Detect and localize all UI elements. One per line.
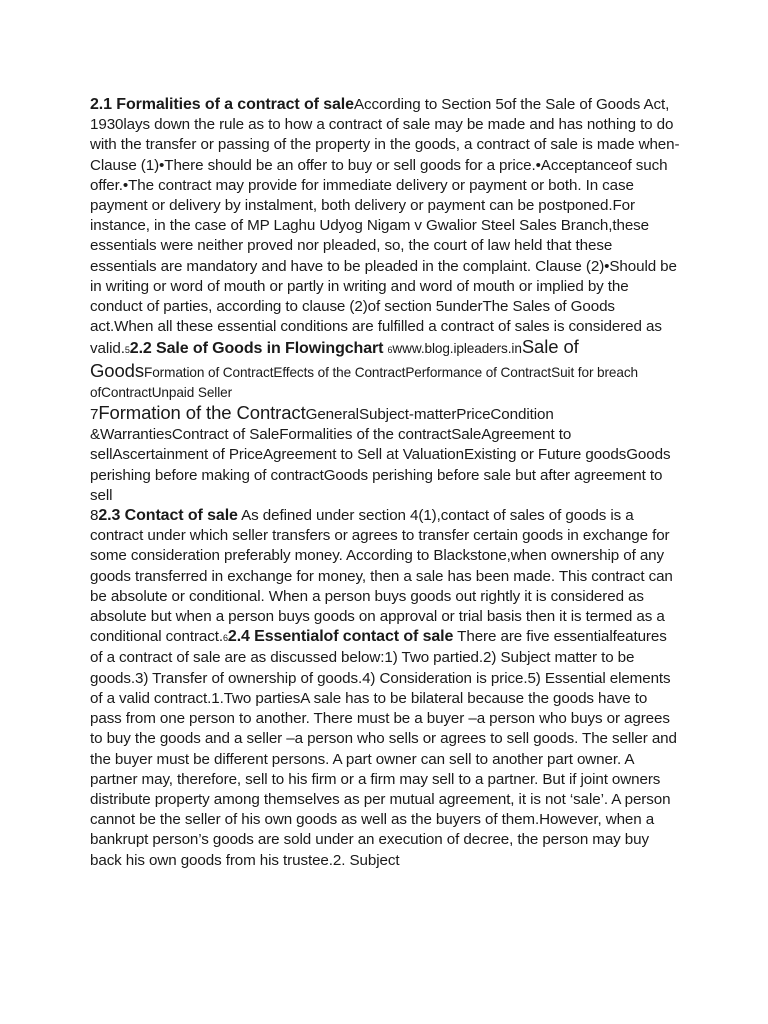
flowchart-title: Sale of Goods [90, 336, 579, 381]
paragraph-formation [90, 403, 682, 506]
paragraph-2-1 [90, 95, 682, 403]
document-body [90, 95, 682, 871]
body-2-3: As defined under section 4(1),contact of sales of goods is a contract under which seller transfers or agrees to transfer certain goods in exchange for some consideration preferably money. According to Blackstone,when ownership of any goods transferred in exchange for money, then a sale has been made. This contract can be absolute or conditional. When a person buys goods out rightly it is considered as absolute but when a person buys goods on approval or trial basis then it is termed as a conditional contract. [90, 507, 673, 646]
footnote-ref-7: 7 [90, 406, 99, 424]
footnote-source: www.blog.ipleaders.in [392, 341, 522, 357]
footnote-ref-5: 5 [124, 345, 130, 356]
footnote-ref-6b: 6 [222, 633, 228, 644]
body-2-1: According to Section 5of the Sale of Goods Act, 1930lays down the rule as to how a contract of sale may be made and has nothing to do with the transfer or passing of the property in the goods, a contract of sale is made when-Clause (1)•There should be an offer to buy or sell goods for a price.•Acceptanceof such offer.•The contract may provide for immediate delivery or payment or both. In case payment or delivery by instalment, both delivery or payment can be postponed.For instance, in the case of MP Laghu Udyog Nigam v Gwalior Steel Sales Branch,these essentials were neither proved nor pleaded, so, the court of law held that these essentials are mandatory and have to be pleaded in the complaint. Clause (2)•Should be in writing or word of mouth or partly in writing and word of mouth or implied by the conduct of parties, according to clause (2)of section 5underThe Sales of Goods act.When all these essential conditions are fulfilled a contract of sales is considered as valid. [90, 96, 680, 358]
heading-2-1: 2.1 Formalities of a contract of sale [90, 96, 354, 113]
heading-2-4: 2.4 Essentialof contact of sale [227, 628, 454, 646]
footnote-ref-8: 8 [90, 507, 99, 525]
paragraph-2-3 [90, 506, 682, 871]
heading-2-2: 2.2 Sale of Goods in Flowingchart [129, 340, 384, 358]
body-2-4: There are five essentialfeatures of a contract of sale are as discussed below:1) Two partied.2) Subject matter to be goods.3) Transfer of ownership of goods.4) Consideration is price.5) Essential elements of a valid contract.1.Two partiesA sale has to be bilateral because the goods have to pass from one person to another. There must be a buyer –a person who buys or agrees to buy the goods and a seller –a person who sells or agrees to sell goods. The seller and the buyer must be different persons. A part owner can sell to another part owner. A partner may, therefore, sell to his firm or a firm may sell to a partner. But if joint owners distribute property among themselves as per mutual agreement, it is not ‘sale’. A person cannot be the seller of his own goods as well as the buyers of them.However, when a bankrupt person’s goods are sold under an execution of decree, the person may buy back his own goods from his trustee.2. Subject [90, 628, 677, 869]
heading-2-3: 2.3 Contact of sale [98, 507, 238, 525]
formation-body: GeneralSubject-matterPriceCondition &WarrantiesContract of SaleFormalities of the contractSaleAgreement to sellAscertainment of PriceAgreement to Sell at ValuationExisting or Future goodsGoods perishing before making of contractGoods perishing before sale but after agreement to sell [90, 406, 671, 504]
formation-heading: Formation of the Contract [98, 402, 306, 424]
footnote-ref-6: 6 [387, 345, 393, 356]
flowchart-line: Formation of ContractEffects of the ContractPerformance of ContractSuit for breach ofContractUnpaid Seller [90, 364, 639, 400]
